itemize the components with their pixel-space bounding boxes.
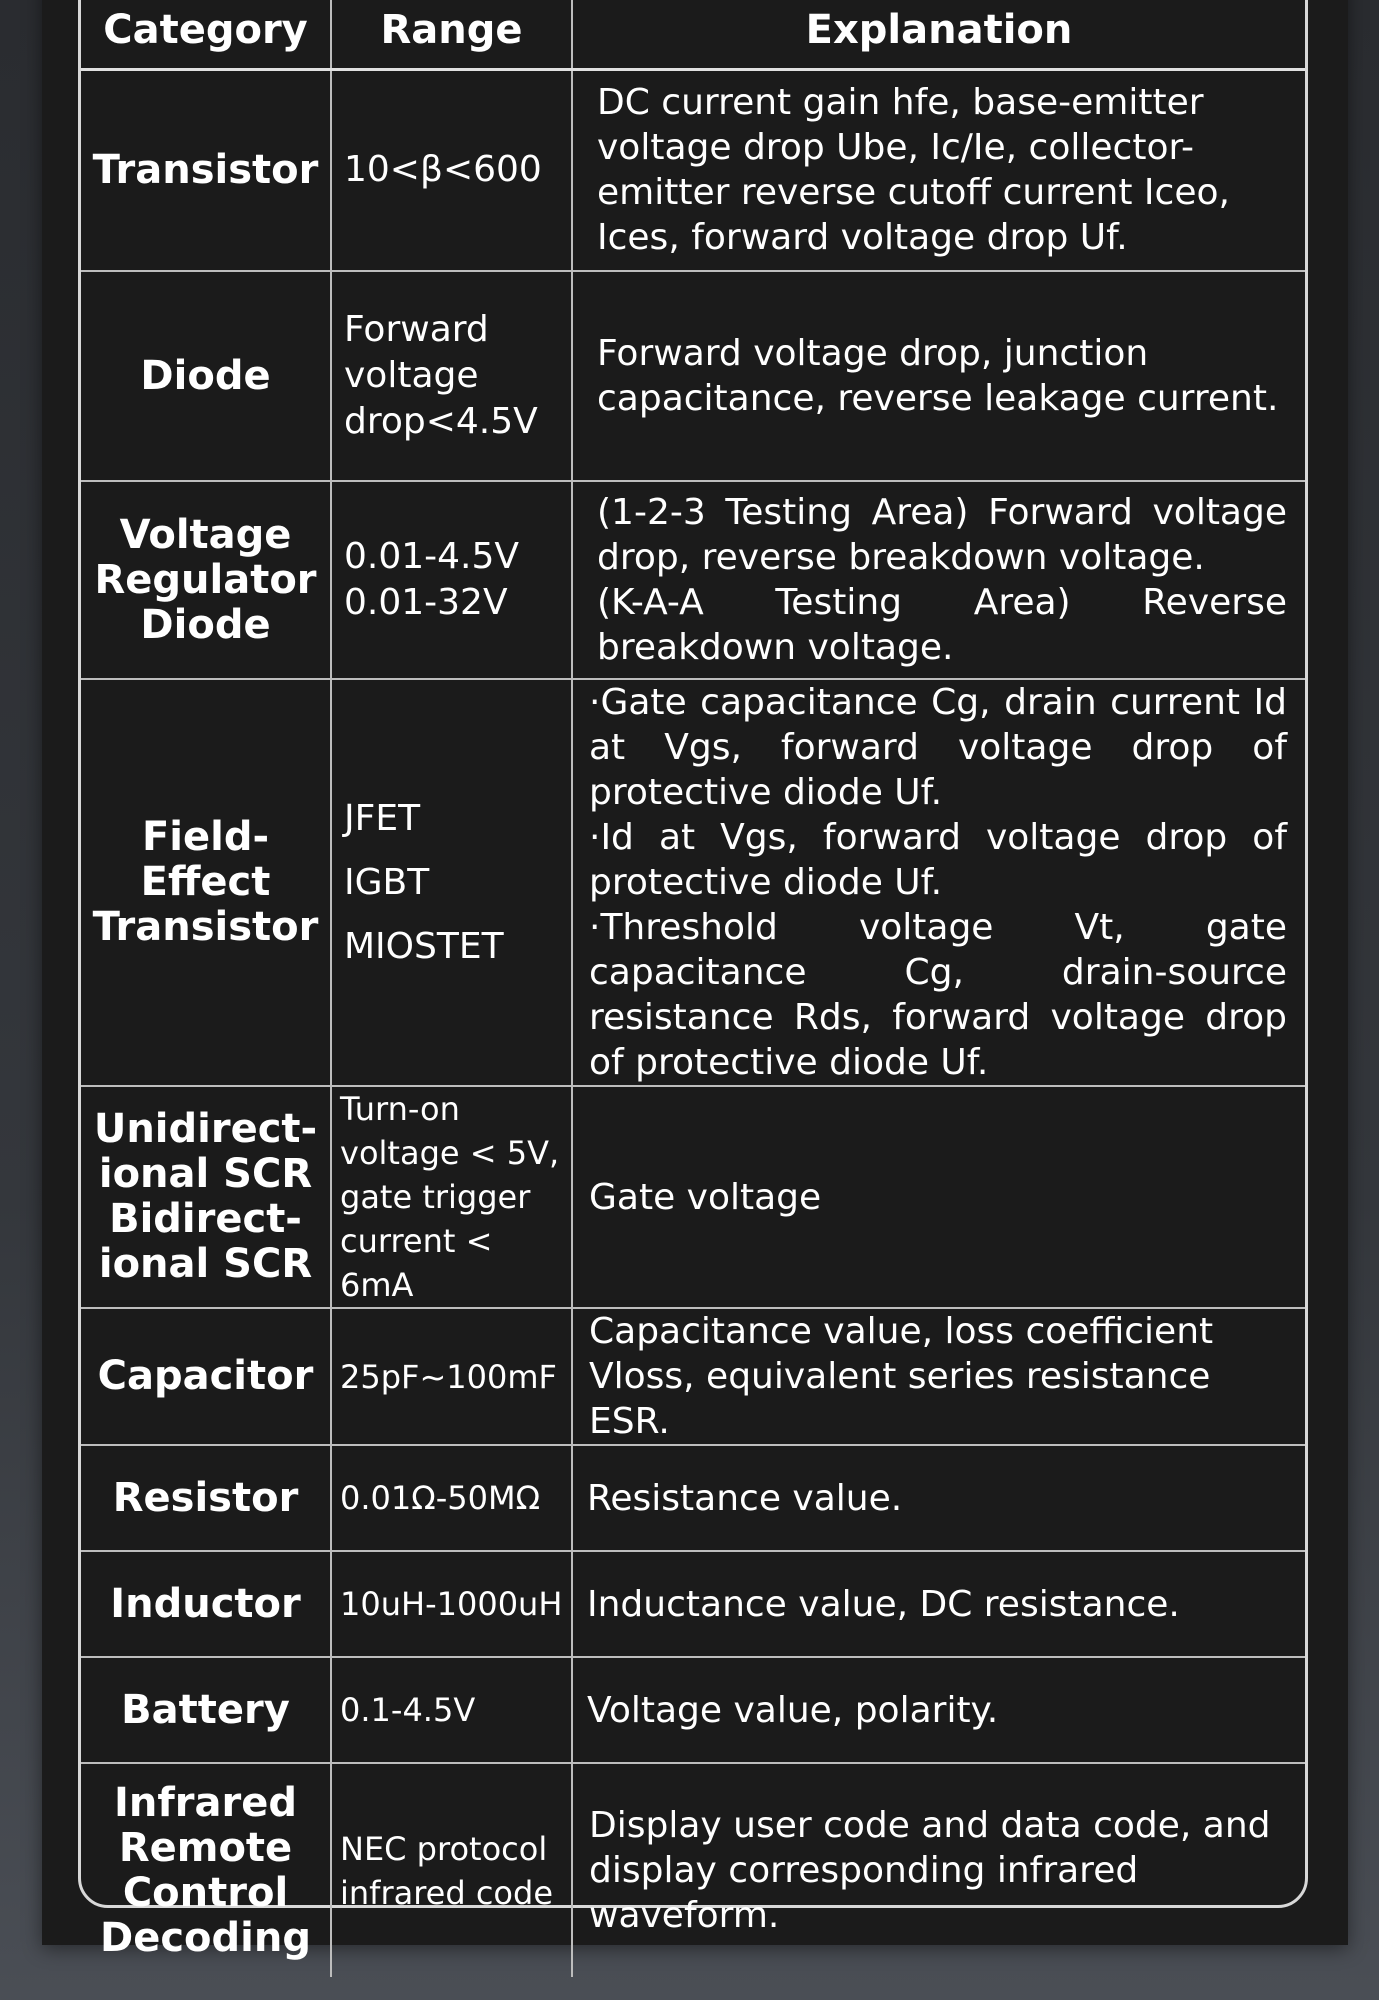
explanation-cell: Inductance value, DC resistance.: [572, 1551, 1305, 1657]
range-cell: 10uH-1000uH: [331, 1551, 572, 1657]
range-line: 0.01-32V: [344, 582, 508, 623]
table-row: [81, 69, 1305, 271]
category-line: Bidirect-: [109, 1196, 302, 1242]
category-line: ional SCR: [98, 1151, 313, 1197]
category-cell: Capacitor: [81, 1308, 331, 1445]
explanation-cell: Resistance value.: [572, 1445, 1305, 1551]
range-line: JFET: [344, 797, 421, 839]
category-cell: Diode: [81, 271, 331, 481]
range-line: IGBT: [344, 861, 430, 903]
spec-table-grid: [81, 0, 1305, 1977]
category-cell: [81, 1086, 331, 1308]
range-cell: 0.01Ω-50MΩ: [331, 1445, 572, 1551]
table-row: [81, 271, 1305, 481]
category-cell: Inductor: [81, 1551, 331, 1657]
category-line: ional SCR: [98, 1241, 313, 1287]
table-row: [81, 1445, 1305, 1551]
explanation-cell: Forward voltage drop, junction capacitance, reverse leakage current.: [572, 271, 1305, 481]
table-row: [81, 1657, 1305, 1763]
range-line: 0.01-4.5V: [344, 536, 520, 577]
range-line: MIOSTET: [344, 925, 504, 967]
explanation-line: ·Threshold voltage Vt, gate capacitance Cg, drain-source resistance Rds, forward voltage drop of protective diode Uf.: [589, 907, 1287, 1083]
header-row: [81, 0, 1305, 69]
explanation-line: ·Id at Vgs, forward voltage drop of protective diode Uf.: [589, 817, 1287, 903]
table-row: [81, 481, 1305, 679]
range-cell: 25pF~100mF: [331, 1308, 572, 1445]
table-row: [81, 1308, 1305, 1445]
explanation-cell: Capacitance value, loss coefficient Vloss, equivalent series resistance ESR.: [572, 1308, 1305, 1445]
table-row: [81, 679, 1305, 1086]
range-cell: 0.1-4.5V: [331, 1657, 572, 1763]
explanation-line: (K-A-A Testing Area) Reverse breakdown voltage.: [597, 582, 1287, 668]
explanation-cell: Gate voltage: [572, 1086, 1305, 1308]
explanation-line: ·Gate capacitance Cg, drain current Id at Vgs, forward voltage drop of protective diode Uf.: [589, 682, 1287, 813]
header-explanation: Explanation: [572, 0, 1305, 69]
explanation-cell: DC current gain hfe, base-emitter voltage drop Ube, Ic/Ie, collector-emitter reverse cutoff current Iceo, Ices, forward voltage drop Uf.: [572, 69, 1305, 271]
header-range: Range: [331, 0, 572, 69]
explanation-cell: [572, 481, 1305, 679]
category-cell: Battery: [81, 1657, 331, 1763]
explanation-line: (1-2-3 Testing Area) Forward voltage drop, reverse breakdown voltage.: [597, 492, 1287, 578]
explanation-cell: Voltage value, polarity.: [572, 1657, 1305, 1763]
table-row: [81, 1763, 1305, 1977]
table-row: [81, 1086, 1305, 1308]
category-cell: Resistor: [81, 1445, 331, 1551]
category-cell: Infrared Remote Control Decoding: [81, 1763, 331, 1977]
explanation-cell: [572, 679, 1305, 1086]
category-cell: Field-Effect Transistor: [81, 679, 331, 1086]
category-cell: Transistor: [81, 69, 331, 271]
range-cell: NEC protocol infrared code: [331, 1763, 572, 1977]
explanation-cell: Display user code and data code, and display corresponding infrared waveform.: [589, 1805, 1271, 1936]
category-line: Unidirect-: [93, 1106, 318, 1152]
range-cell: 10<β<600: [331, 69, 572, 271]
spec-table: [78, 0, 1308, 1961]
header-category: Category: [81, 0, 331, 69]
range-cell: Turn-on voltage < 5V, gate trigger current < 6mA: [331, 1086, 572, 1308]
range-cell: Forward voltage drop<4.5V: [331, 271, 572, 481]
range-cell: [331, 481, 572, 679]
range-cell: [331, 679, 572, 1086]
table-row: [81, 1551, 1305, 1657]
category-cell: Voltage Regulator Diode: [81, 481, 331, 679]
